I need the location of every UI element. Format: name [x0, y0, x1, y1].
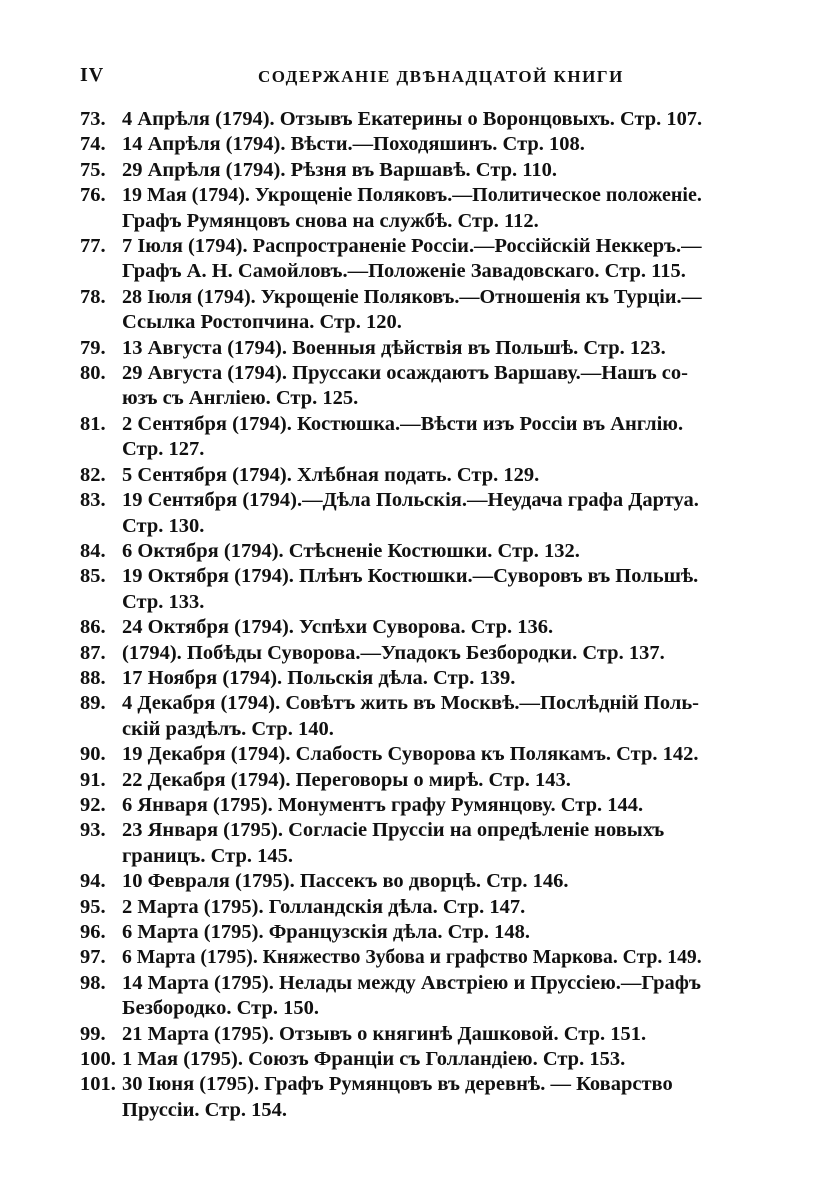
entry-number: 76.: [80, 184, 106, 207]
entry-text: 19 Декабря (1794). Слабость Суворова къ Полякамъ. Стр. 142.: [122, 743, 699, 766]
entry-text-continuation: Графъ Румянцовъ снова на службѣ. Стр. 112.: [122, 209, 539, 232]
entry-text: 30 Іюня (1795). Графъ Румянцовъ въ деревнѣ. — Коварство: [122, 1073, 673, 1096]
entry-number: 78.: [80, 285, 106, 308]
table-of-contents: [80, 107, 702, 1123]
entry-text: 29 Апрѣля (1794). Рѣзня въ Варшавѣ. Стр. 110.: [122, 158, 558, 181]
entry-number: 82.: [80, 463, 106, 486]
entry-number: 81.: [80, 412, 106, 435]
toc-entry: [80, 1047, 702, 1072]
entry-text-continuation: Пруссіи. Стр. 154.: [122, 1098, 288, 1121]
entry-text: 13 Августа (1794). Военныя дѣйствія въ Польшѣ. Стр. 123.: [122, 336, 666, 359]
entry-number: 99.: [80, 1022, 106, 1045]
entry-text: 14 Апрѣля (1794). Вѣсти.—Походяшинъ. Стр. 108.: [122, 133, 585, 156]
entry-text-continuation: Стр. 130.: [122, 514, 205, 537]
toc-entry: [80, 1022, 702, 1047]
entry-number: 97.: [80, 946, 106, 969]
entry-number: 96.: [80, 921, 106, 943]
running-title: СОДЕРЖАНІЕ ДВѢНАДЦАТОЙ КНИГИ: [258, 67, 624, 86]
toc-entry: [80, 971, 702, 1022]
entry-number: 83.: [80, 489, 106, 512]
entry-text: 10 Февраля (1795). Пассекъ во дворцѣ. Стр. 146.: [122, 870, 569, 893]
entry-text: 29 Августа (1794). Пруссаки осаждаютъ Варшаву.—Нашъ со-: [122, 362, 688, 385]
entry-text: 24 Октября (1794). Успѣхи Суворова. Стр. 136.: [122, 616, 554, 639]
toc-entry: [80, 641, 702, 666]
toc-entry: [80, 107, 702, 132]
entry-number: 89.: [80, 692, 106, 715]
toc-entry: [80, 158, 702, 183]
entry-number: 84.: [80, 539, 106, 562]
toc-entry: [80, 920, 702, 945]
toc-entry: [80, 132, 702, 157]
entry-number: 91.: [80, 768, 106, 791]
entry-text: 7 Іюля (1794). Распространеніе Россіи.—Россійскій Неккеръ.—: [122, 235, 702, 258]
entry-text: 1 Мая (1795). Союзъ Франціи съ Голландіею. Стр. 153.: [122, 1048, 626, 1071]
entry-text: 6 Марта (1795). Княжество Зубова и графство Маркова. Стр. 149.: [122, 946, 702, 969]
entry-number: 77.: [80, 235, 106, 258]
entry-text: 4 Декабря (1794). Совѣтъ жить въ Москвѣ.—Послѣдній Поль-: [122, 692, 700, 715]
toc-entry: [80, 463, 702, 488]
toc-entry: [80, 234, 702, 285]
toc-entry: [80, 488, 702, 539]
entry-text: 17 Ноября (1794). Польскія дѣла. Стр. 139.: [122, 666, 516, 689]
entry-number: 92.: [80, 793, 106, 816]
toc-entry: [80, 945, 702, 970]
toc-entry: [80, 336, 702, 361]
entry-text-continuation: границъ. Стр. 145.: [122, 844, 293, 867]
entry-number: 100.: [80, 1048, 116, 1071]
entry-number: 98.: [80, 971, 106, 994]
entry-number: 88.: [80, 666, 106, 689]
entry-text: 6 Марта (1795). Французскія дѣла. Стр. 148.: [122, 921, 530, 943]
entry-number: 87.: [80, 641, 106, 664]
toc-entry: [80, 412, 702, 463]
toc-entry: [80, 183, 702, 234]
toc-entry: [80, 691, 702, 742]
entry-text: 22 Декабря (1794). Переговоры о мирѣ. Стр. 143.: [122, 768, 571, 791]
entry-text: 2 Марта (1795). Голландскія дѣла. Стр. 147.: [122, 895, 526, 918]
entry-text: 6 Января (1795). Монументъ графу Румянцову. Стр. 144.: [122, 793, 644, 816]
entry-number: 101.: [80, 1073, 116, 1096]
entry-text-continuation: скій раздѣлъ. Стр. 140.: [122, 717, 334, 740]
entry-text-continuation: Ссылка Ростопчина. Стр. 120.: [122, 311, 402, 334]
entry-number: 75.: [80, 158, 106, 181]
entry-number: 90.: [80, 743, 106, 766]
entry-text: 5 Сентября (1794). Хлѣбная подать. Стр. 129.: [122, 463, 540, 486]
toc-entry: [80, 895, 702, 920]
entry-number: 85.: [80, 565, 106, 588]
toc-entry: [80, 869, 702, 894]
toc-entry: [80, 615, 702, 640]
entry-text-continuation: юзъ съ Англіею. Стр. 125.: [122, 387, 359, 410]
entry-text: (1794). Побѣды Суворова.—Упадокъ Безбородки. Стр. 137.: [122, 641, 665, 664]
entry-text: 19 Мая (1794). Укрощеніе Поляковъ.—Политическое положеніе.: [122, 184, 702, 207]
entry-number: 79.: [80, 336, 106, 359]
toc-entry: [80, 285, 702, 336]
entry-number: 93.: [80, 819, 106, 842]
entry-number: 73.: [80, 108, 106, 130]
entry-text: 4 Апрѣля (1794). Отзывъ Екатерины о Воронцовыхъ. Стр. 107.: [122, 108, 703, 130]
entry-text-continuation: Безбородко. Стр. 150.: [122, 997, 319, 1020]
entry-number: 95.: [80, 895, 106, 918]
toc-entry: [80, 793, 702, 818]
toc-entry: [80, 768, 702, 793]
entry-text: 6 Октября (1794). Стѣсненіе Костюшки. Стр. 132.: [122, 539, 580, 562]
entry-text-continuation: Стр. 133.: [122, 590, 205, 613]
toc-entry: [80, 564, 702, 615]
entry-text: 19 Октября (1794). Плѣнъ Костюшки.—Суворовъ въ Польшѣ.: [122, 565, 699, 588]
entry-text: 2 Сентября (1794). Костюшка.—Вѣсти изъ Россіи въ Англію.: [122, 412, 684, 435]
toc-entry: [80, 818, 702, 869]
entry-number: 94.: [80, 870, 106, 893]
entry-text: 19 Сентября (1794).—Дѣла Польскія.—Неудача графа Дартуа.: [122, 489, 699, 512]
entry-number: 80.: [80, 362, 106, 385]
toc-entry: [80, 361, 702, 412]
entry-text-continuation: Стр. 127.: [122, 438, 205, 461]
toc-entry: [80, 1072, 702, 1123]
entry-text-continuation: Графъ А. Н. Самойловъ.—Положеніе Завадовскаго. Стр. 115.: [122, 260, 686, 283]
toc-entry: [80, 742, 702, 767]
entry-text: 14 Марта (1795). Нелады между Австріею и Пруссіею.—Графъ: [122, 971, 701, 994]
entry-text: 23 Января (1795). Согласіе Пруссіи на опредѣленіе новыхъ: [122, 819, 665, 842]
entry-text: 28 Іюля (1794). Укрощеніе Поляковъ.—Отношенія къ Турціи.—: [122, 285, 702, 308]
page-header: [80, 64, 700, 94]
entry-number: 74.: [80, 133, 106, 156]
entry-number: 86.: [80, 616, 106, 639]
toc-entry: [80, 539, 702, 564]
toc-entry: [80, 666, 702, 691]
page-number: IV: [80, 64, 105, 86]
entry-text: 21 Марта (1795). Отзывъ о княгинѣ Дашковой. Стр. 151.: [122, 1022, 647, 1045]
